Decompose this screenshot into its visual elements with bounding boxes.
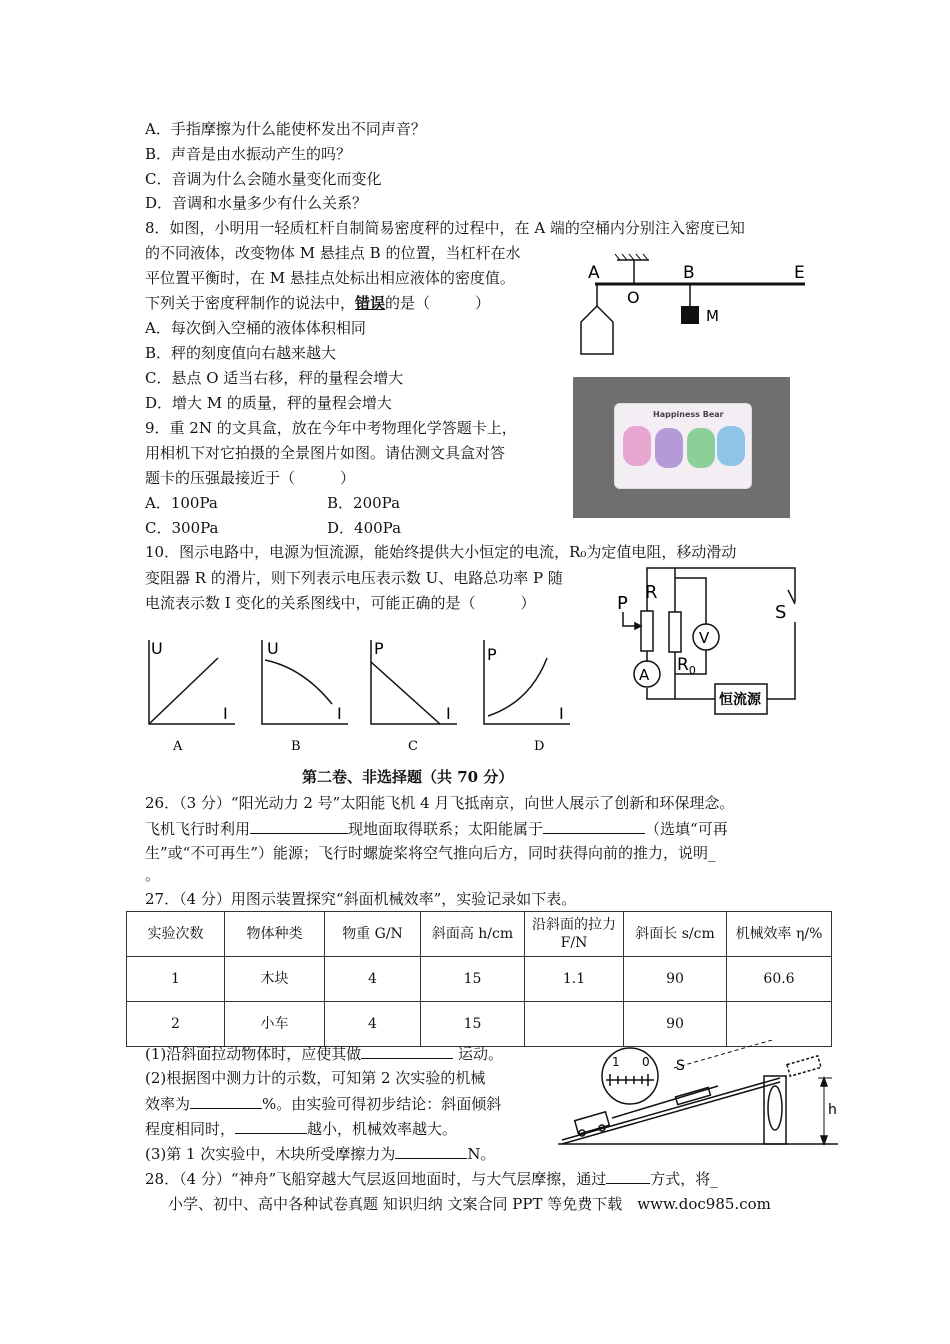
q27-sub2-line3: 程度相同时， 越小，机械效率越大。: [145, 1117, 457, 1140]
q27-sub3: (3)第 1 次实验中，木块所受摩擦力为 N。: [145, 1142, 495, 1165]
q28-line1: 28．（4 分）“神舟”飞船穿越大气层返回地面时，与大气层摩擦，通过 方式，将_: [145, 1167, 718, 1190]
page-footer: 小学、初中、高中各种试卷真题 知识归纳 文案合同 PPT 等免费下载 www.doc985.com: [168, 1195, 771, 1213]
graph-d-option: D: [534, 739, 545, 754]
q10-line1: 10．图示电路中，电源为恒流源，能始终提供大小恒定的电流，R₀为定值电阻，移动滑动: [145, 543, 737, 561]
graph-c-option: C: [408, 739, 418, 754]
current-source-label: 恒流源: [719, 692, 761, 708]
graph-d: [475, 640, 575, 755]
graph-b-y-label: U: [267, 640, 279, 658]
graph-b-option: B: [291, 739, 301, 754]
graph-a-y-label: U: [151, 640, 163, 658]
q27-sub1: (1)沿斜面拉动物体时，应使其做 运动。: [145, 1042, 503, 1065]
q7-option-b: B．声音是由水振动产生的吗？: [145, 145, 352, 163]
lever-label-b: B: [683, 263, 695, 283]
q9-line3: 题卡的压强最接近于（ ）: [145, 469, 356, 487]
q8-option-d: D．增大 M 的质量，秤的量程会增大: [145, 394, 392, 412]
meter-label-0: 0: [642, 1055, 650, 1069]
graph-b-x-label: I: [337, 704, 342, 723]
voltmeter-label: V: [699, 629, 710, 647]
table-cell: 90: [624, 957, 727, 1002]
table-cell: 2: [127, 1002, 225, 1047]
q9-option-b: B．200Pa: [327, 494, 401, 512]
q26-line3: 生”或“不可再生”）能源；飞行时螺旋桨将空气推向后方，同时获得向前的推力，说明_: [145, 844, 716, 862]
q27-sub2-line1: (2)根据图中测力计的示数，可知第 2 次实验的机械: [145, 1069, 486, 1087]
table-header-cell: 沿斜面的拉力 F/N: [525, 912, 624, 957]
graph-c: [362, 640, 462, 755]
q8-emphasis-wrong: 错误: [355, 294, 386, 312]
table-header-cell: 物重 G/N: [325, 912, 421, 957]
table-cell: 1.1: [525, 957, 624, 1002]
q10-line2: 变阻器 R 的滑片，则下列表示电压表示数 U、电路总功率 P 随: [145, 569, 563, 587]
switch-label-s: S: [775, 602, 787, 623]
q8-option-a: A．每次倒入空桶的液体体积相同: [145, 319, 366, 337]
table-header-cell: 机械效率 η/%: [727, 912, 832, 957]
lever-label-a: A: [588, 263, 600, 283]
table-header-cell: 斜面长 s/cm: [624, 912, 727, 957]
q26-blank-1[interactable]: [250, 817, 348, 834]
graph-a-option: A: [173, 739, 183, 754]
q8-option-c: C．悬点 O 适当右移，秤的量程会增大: [145, 369, 404, 387]
table-cell: 90: [624, 1002, 727, 1047]
graph-a-x-label: I: [223, 704, 228, 723]
table-header-cell: 斜面高 h/cm: [421, 912, 525, 957]
pencil-box-photo: [573, 377, 790, 518]
graph-a: [140, 640, 240, 755]
table-cell: 15: [421, 957, 525, 1002]
q26-line1: 26．（3 分）“阳光动力 2 号”太阳能飞机 4 月飞抵南京，向世人展示了创新和环保理念。: [145, 794, 735, 812]
q8-line1: 8．如图，小明用一轻质杠杆自制简易密度秤的过程中，在 A 端的空桶内分别注入密度已知: [145, 219, 745, 237]
q8-line3: 平位置平衡时，在 M 悬挂点处标出相应液体的密度值。: [145, 269, 515, 287]
q28-blank-1[interactable]: [606, 1167, 650, 1184]
incline-label-h: h: [828, 1102, 837, 1118]
table-cell: 1: [127, 957, 225, 1002]
lever-label-e: E: [794, 263, 805, 283]
q27-blank-motion[interactable]: [361, 1042, 453, 1059]
circuit-diagram: [615, 566, 805, 718]
table-cell: 4: [325, 957, 421, 1002]
q27-blank-friction[interactable]: [395, 1142, 467, 1159]
table-header-cell: 实验次数: [127, 912, 225, 957]
ammeter-label: A: [639, 666, 650, 684]
incline-diagram: [548, 1040, 848, 1152]
q9-option-a: A．100Pa: [145, 494, 218, 512]
q8-line4-a: 下列关于密度秤制作的说法中，: [145, 294, 356, 312]
q27-blank-efficiency[interactable]: [190, 1092, 262, 1109]
q9-option-c: C．300Pa: [145, 519, 219, 537]
lever-diagram: [575, 250, 815, 360]
q9-line1: 9．重 2N 的文具盒，放在今年中考物理化学答题卡上，: [145, 419, 517, 437]
q9-line2: 用相机下对它拍摄的全景图片如图。请估测文具盒对答: [145, 444, 506, 462]
resistor-label-r0: $R_0$: [677, 655, 696, 677]
q8-line4-c: 的是（ ）: [385, 294, 491, 312]
pencil-box-label: Happiness Bear: [653, 410, 724, 419]
graph-c-y-label: P: [374, 640, 384, 658]
q8-line4: [145, 292, 490, 314]
slider-label-p: P: [617, 593, 628, 614]
rheostat-label-r: R: [645, 582, 658, 603]
q26-blank-2[interactable]: [543, 817, 645, 834]
q7-option-d: D．音调和水量多少有什么关系？: [145, 194, 368, 212]
table-cell: 4: [325, 1002, 421, 1047]
table-cell: 60.6: [727, 957, 832, 1002]
table-cell: 木块: [225, 957, 325, 1002]
table-cell: 小车: [225, 1002, 325, 1047]
lever-label-m: M: [706, 307, 719, 325]
q26-line2: 飞机飞行时利用 现地面取得联系；太阳能属于 （选填“可再: [145, 817, 728, 840]
graph-d-x-label: I: [559, 704, 564, 723]
q27-line1: 27．（4 分）用图示装置探究“斜面机械效率”，实验记录如下表。: [145, 890, 577, 908]
graph-c-x-label: I: [446, 704, 451, 723]
q7-option-c: C．音调为什么会随水量变化而变化: [145, 170, 382, 188]
pencil-box: [614, 403, 752, 489]
q9-option-d: D．400Pa: [327, 519, 402, 537]
table-cell: 15: [421, 1002, 525, 1047]
table-row: [127, 957, 832, 1002]
q27-blank-conclusion[interactable]: [235, 1117, 307, 1134]
lever-label-o: O: [627, 288, 640, 307]
q26-line4: 。: [145, 866, 161, 884]
graph-b: [253, 640, 353, 755]
q7-option-a: A．手指摩擦为什么能使杯发出不同声音？: [145, 120, 426, 138]
meter-label-1: 1: [612, 1055, 620, 1069]
q8-line2: 的不同液体，改变物体 M 悬挂点 B 的位置，当杠杆在水: [145, 244, 521, 262]
q27-sub2-line2: 效率为 %。由实验可得初步结论：斜面倾斜: [145, 1092, 501, 1115]
section-heading: 第二卷、非选择题（共 70 分）: [302, 768, 514, 786]
incline-label-s: S: [676, 1058, 685, 1074]
experiment-table: [126, 911, 832, 1047]
table-header-row: [127, 912, 832, 957]
table-header-cell: 物体种类: [225, 912, 325, 957]
q10-line3: 电流表示数 I 变化的关系图线中，可能正确的是（ ）: [145, 594, 536, 612]
graph-d-y-label: P: [487, 645, 497, 664]
q8-option-b: B．秤的刻度值向右越来越大: [145, 344, 337, 362]
